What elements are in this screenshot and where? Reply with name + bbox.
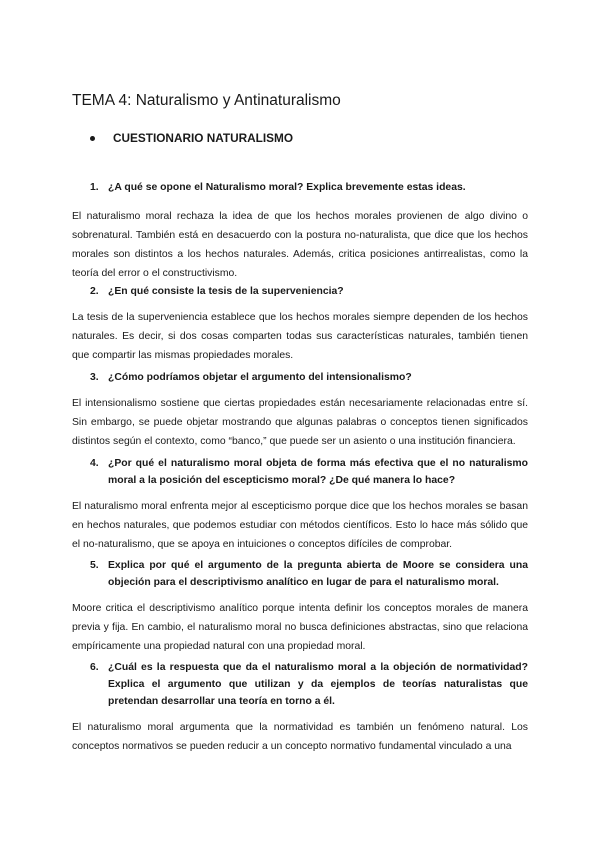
question-text: ¿Por qué el naturalismo moral objeta de forma más efectiva que el no naturalismo moral a la posición del escepticismo moral? ¿De qué manera lo hace? (108, 458, 528, 486)
question-3 (90, 369, 528, 386)
question-number: 2. (90, 286, 99, 297)
answer-4: El naturalismo moral enfrenta mejor al escepticismo porque dice que los hechos morales se basan en hechos naturales, que podemos estudiar con métodos científicos. Esto lo hace más sólido que el no-naturalismo, que se apoya en intuiciones o conceptos difíciles de comprobar. (72, 501, 528, 550)
answer-2: La tesis de la superveniencia establece que los hechos morales siempre dependen de los hechos naturales. Es decir, si dos cosas comparten todas sus características naturales, también tienen que compartir las mismas propiedades morales. (72, 312, 528, 361)
question-number: 6. (90, 662, 99, 673)
answer-5: Moore critica el descriptivismo analítico porque intenta definir los conceptos morales de manera previa y fija. En cambio, el naturalismo moral no busca definiciones abstractas, sino que relaciona empíricamente una propiedad natural con una propiedad moral. (72, 603, 528, 652)
question-number: 1. (90, 182, 99, 193)
question-text: ¿En qué consiste la tesis de la superveniencia? (108, 286, 344, 297)
question-text: ¿Cómo podríamos objetar el argumento del intensionalismo? (108, 372, 412, 383)
question-number: 3. (90, 372, 99, 383)
question-4 (90, 455, 528, 489)
answer-6: El naturalismo moral argumenta que la normatividad es también un fenómeno natural. Los conceptos normativos se pueden reducir a un concepto normativo fundamental vinculado a una (72, 722, 528, 752)
question-text: Explica por qué el argumento de la pregunta abierta de Moore se considera una objeción para el descriptivismo analítico en lugar de para el naturalismo moral. (108, 560, 528, 588)
question-number: 4. (90, 458, 99, 469)
question-1 (90, 179, 528, 196)
question-number: 5. (90, 560, 99, 571)
bullet-icon (90, 136, 95, 141)
page-title: TEMA 4: Naturalismo y Antinaturalismo (72, 92, 341, 109)
question-2 (90, 283, 528, 300)
section-heading-text: CUESTIONARIO NATURALISMO (113, 131, 294, 145)
answer-1: El naturalismo moral rechaza la idea de que los hechos morales provienen de algo divino o sobrenatural. También está en desacuerdo con la postura no-naturalista, que dice que los hechos morales son distintos a los hechos naturales. Además, critica posiciones antirrealistas, como la teoría del error o el constructivismo. (72, 211, 528, 279)
question-5 (90, 557, 528, 591)
question-6 (90, 659, 528, 710)
question-text: ¿A qué se opone el Naturalismo moral? Explica brevemente estas ideas. (108, 182, 466, 193)
section-heading (90, 131, 293, 145)
answer-3: El intensionalismo sostiene que ciertas propiedades están necesariamente relacionadas entre sí. Sin embargo, se puede objetar mostrando que algunas palabras o conceptos tienen significados distintos según el contexto, como “banco,” que puede ser un asiento o una institución financiera. (72, 398, 528, 447)
question-text: ¿Cuál es la respuesta que da el naturalismo moral a la objeción de normatividad? Explica el argumento que utilizan y da ejemplos de teorías naturalistas que pretendan desarrollar una teoría en torno a él. (108, 662, 528, 707)
